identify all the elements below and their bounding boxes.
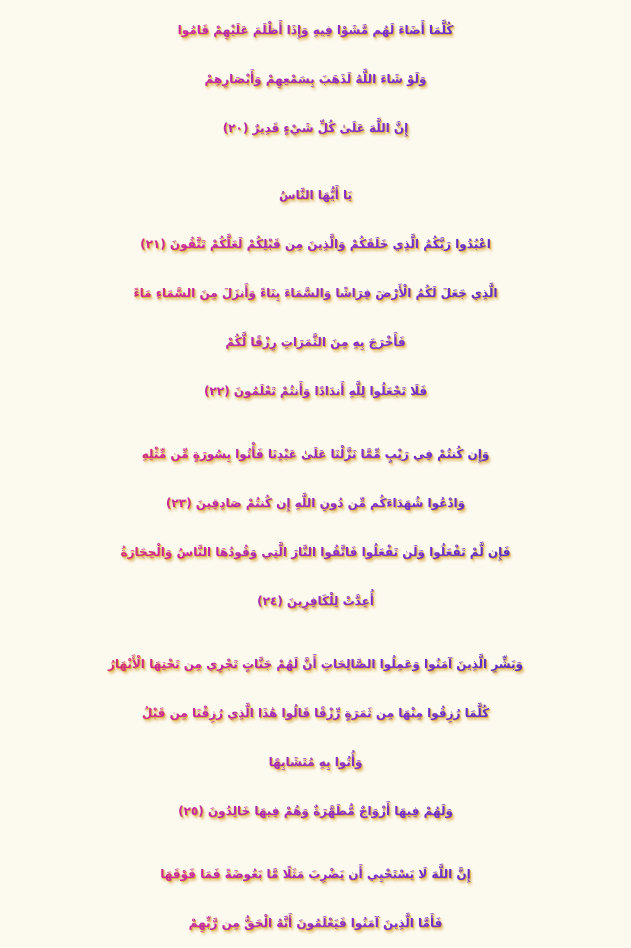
verse-line: وَبَشِّرِ الَّذِينَ آمَنُوا وَعَمِلُوا الصَّالِحَاتِ أَنَّ لَهُمْ جَنَّاتٍ تَجْرِي مِن تَحْتِهَا الْأَنْهَارُ	[0, 640, 631, 689]
verse-line: وَلَوْ شَاءَ اللَّهُ لَذَهَبَ بِسَمْعِهِمْ وَأَبْصَارِهِمْ	[0, 55, 631, 104]
stanza-gap	[0, 416, 631, 430]
verse-line: كُلَّمَا أَضَاءَ لَهُم مَّشَوْا فِيهِ وَإِذَا أَظْلَمَ عَلَيْهِمْ قَامُوا	[0, 6, 631, 55]
verse-line: وَلَهُمْ فِيهَا أَزْوَاجٌ مُّطَهَّرَةٌ وَهُمْ فِيهَا خَالِدُونَ (٢٥)	[0, 787, 631, 836]
stanza-gap	[0, 626, 631, 640]
verse-line: وَأُتُوا بِهِ مُتَشَابِهًا	[0, 738, 631, 787]
verse-line: فَأَمَّا الَّذِينَ آمَنُوا فَيَعْلَمُونَ أَنَّهُ الْحَقُّ مِن رَّبِّهِمْ	[0, 899, 631, 948]
stanza-gap	[0, 836, 631, 850]
verse-line: إِنَّ اللَّهَ عَلَىٰ كُلِّ شَيْءٍ قَدِيرٌ (٢٠)	[0, 104, 631, 153]
stanza-gap	[0, 153, 631, 171]
verse-line: فَلَا تَجْعَلُوا لِلَّهِ أَندَادًا وَأَنتُمْ تَعْلَمُونَ (٢٢)	[0, 367, 631, 416]
verse-line: وَادْعُوا شُهَدَاءَكُم مِّن دُونِ اللَّهِ إِن كُنتُمْ صَادِقِينَ (٢٣)	[0, 479, 631, 528]
verse-line: وَإِن كُنتُمْ فِي رَيْبٍ مِّمَّا نَزَّلْنَا عَلَىٰ عَبْدِنَا فَأْتُوا بِسُورَةٍ مِّن مِّثْلِهِ	[0, 430, 631, 479]
verse-line: كُلَّمَا رُزِقُوا مِنْهَا مِن ثَمَرَةٍ رِّزْقًا قَالُوا هَٰذَا الَّذِي رُزِقْنَا مِن قَبْلُ	[0, 689, 631, 738]
verse-line: يَا أَيُّهَا النَّاسُ	[0, 171, 631, 220]
verse-line: أُعِدَّتْ لِلْكَافِرِينَ (٢٤)	[0, 577, 631, 626]
verse-line: فَإِن لَّمْ تَفْعَلُوا وَلَن تَفْعَلُوا فَاتَّقُوا النَّارَ الَّتِي وَقُودُهَا النَّاسُ وَالْحِجَارَةُ	[0, 528, 631, 577]
verse-line: اعْبُدُوا رَبَّكُمُ الَّذِي خَلَقَكُمْ وَالَّذِينَ مِن قَبْلِكُمْ لَعَلَّكُمْ تَتَّقُونَ (٢١)	[0, 220, 631, 269]
verse-line: الَّذِي جَعَلَ لَكُمُ الْأَرْضَ فِرَاشًا وَالسَّمَاءَ بِنَاءً وَأَنزَلَ مِنَ السَّمَاءِ مَاءً	[0, 269, 631, 318]
verse-line: فَأَخْرَجَ بِهِ مِنَ الثَّمَرَاتِ رِزْقًا لَّكُمْ	[0, 318, 631, 367]
verse-line: إِنَّ اللَّهَ لَا يَسْتَحْيِي أَن يَضْرِبَ مَثَلًا مَّا بَعُوضَةً فَمَا فَوْقَهَا	[0, 850, 631, 899]
